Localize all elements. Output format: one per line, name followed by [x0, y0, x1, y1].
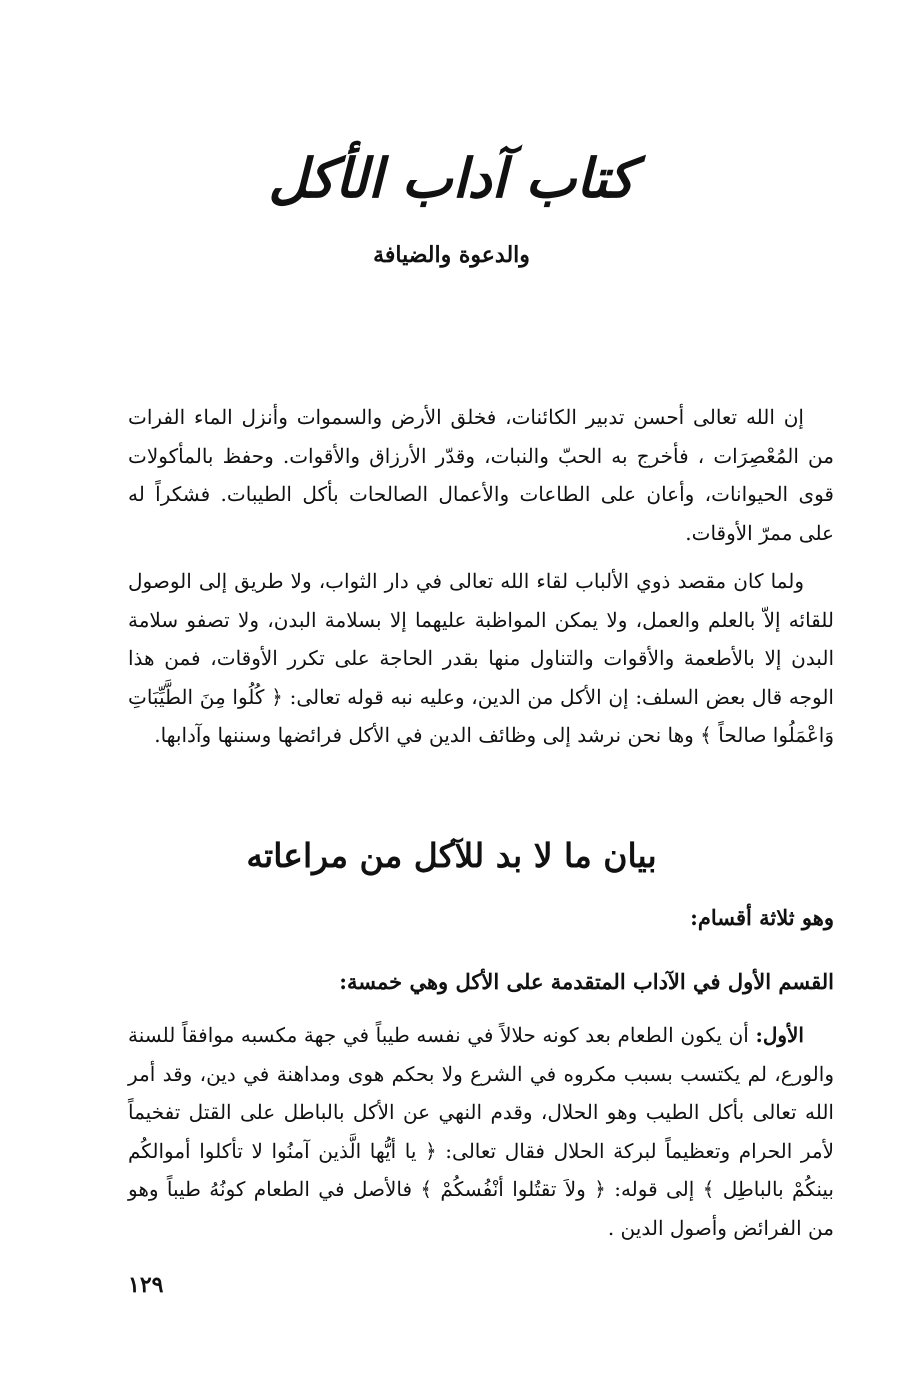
first-item-paragraph-text: [128, 1016, 834, 1248]
page-number: ١٢٩: [128, 1272, 164, 1298]
intro-paragraph-1-text: إن الله تعالى أحسن تدبير الكائنات، فخلق الأرض والسموات وأنزل الماء الفرات من المُعْصِرَات ، فأخرج به الحبّ والنبات، وقدّر الأرزاق والأقوات. وحفظ بالمأكولات قوى الحيوانات، وأعان على الطاعات والأعمال الصالحات بأكل الطيبات. فشكراً له على ممرّ الأوقات.: [128, 405, 834, 545]
first-item-label: الأول:: [755, 1023, 804, 1047]
first-section-title: القسم الأول في الآداب المتقدمة على الأكل وهي خمسة:: [339, 969, 834, 994]
intro-paragraph-2-text: ولما كان مقصد ذوي الألباب لقاء الله تعالى في دار الثواب، ولا طريق إلى الوصول للقائه إلاّ بالعلم والعمل، ولا يمكن المواظبة عليهما إلا بسلامة البدن، ولا تصفو سلامة البدن إلا بالأطعمة والأقوات والتناول منها بقدر الحاجة على تكرر الأوقات، فمن هذا الوجه قال بعض السلف: إن الأكل من الدين، وعليه نبه قوله تعالى: ﴿ كُلُوا مِنَ الطَّيِّبَاتِ وَاعْمَلُوا صالحاً ﴾ وها نحن نرشد إلى وظائف الدين في الأكل فرائضها وسننها وآدابها.: [128, 569, 834, 748]
section-heading: بيان ما لا بد للآكل من مراعاته: [246, 836, 657, 875]
divisions-line: وهو ثلاثة أقسام:: [690, 905, 834, 930]
first-item-paragraph: [128, 1016, 834, 1248]
intro-paragraph-1: [128, 398, 834, 552]
book-subtitle: والدعوة والضيافة: [373, 242, 530, 268]
book-title: كتاب آداب الأكل: [268, 146, 635, 210]
first-item-text: أن يكون الطعام بعد كونه حلالاً في نفسه طيباً في جهة مكسبه موافقاً للسنة والورع، لم يكتسب بسبب مكروه في الشرع ولا بحكم هوى ومداهنة في دين، وقد أمر الله تعالى بأكل الطيب وهو الحلال، وقدم النهي عن الأكل بالباطل على القتل تفخيماً لأمر الحرام وتعظيماً لبركة الحلال فقال تعالى: ﴿ يا أيُّها الَّذين آمنُوا لا تأكلوا أموالكُم بينكُمْ بالباطِل ﴾ إلى قوله: ﴿ ولاَ تقتُلوا أنْفُسكُمْ ﴾ فالأصل في الطعام كونُهُ طيباً وهو من الفرائض وأصول الدين .: [128, 1023, 834, 1240]
intro-paragraph-2: [128, 562, 834, 755]
